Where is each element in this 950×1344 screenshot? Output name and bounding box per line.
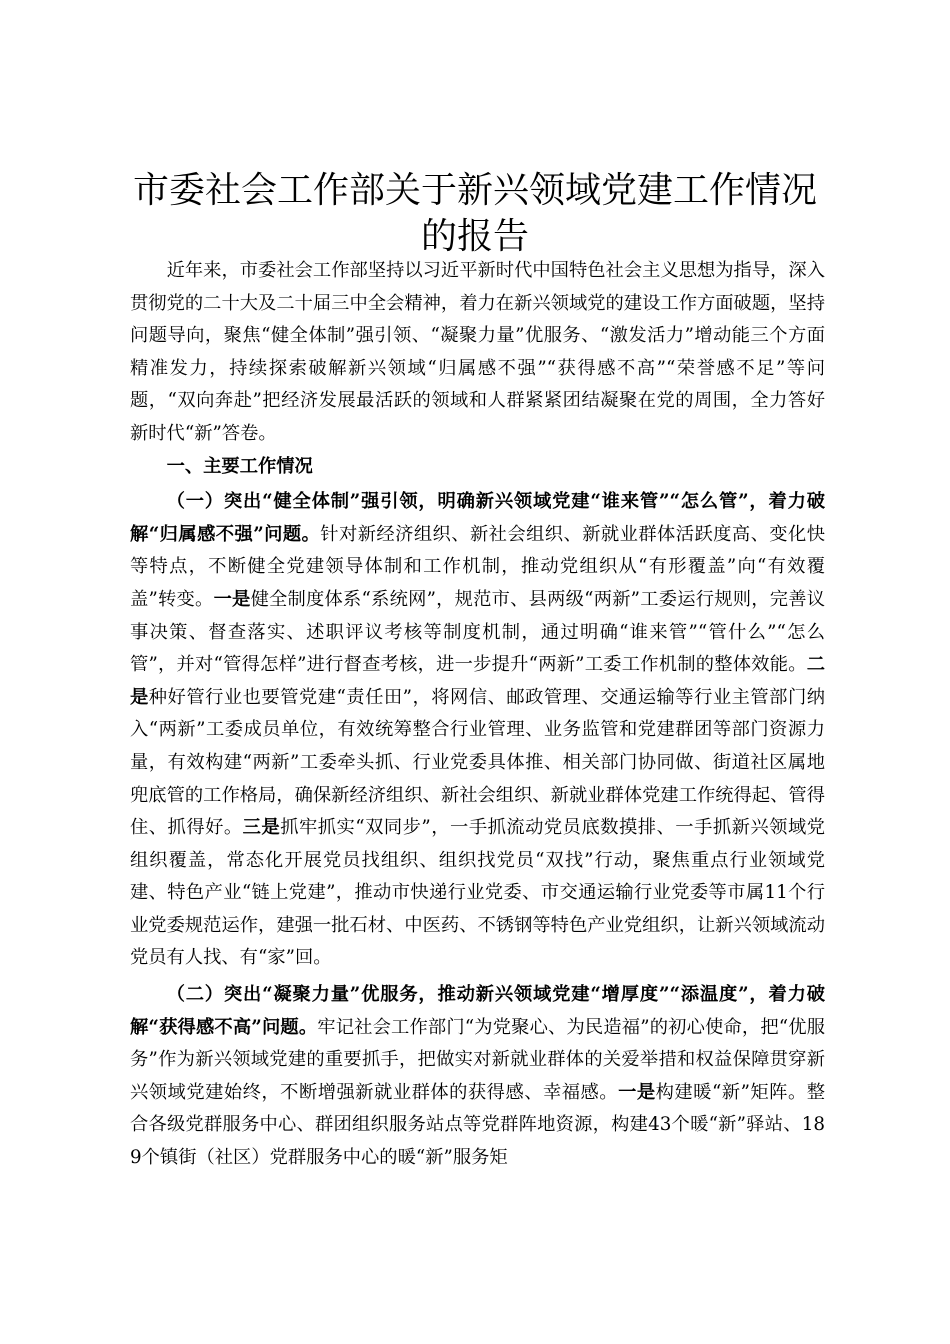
subsection-1-label-3: 三是 [242,817,281,839]
subsection-1-paragraph [130,486,825,975]
document-body [130,255,825,1175]
subsection-2-label-1: 一是 [618,1081,656,1103]
intro-paragraph: 近年来，市委社会工作部坚持以习近平新时代中国特色社会主义思想为指导，深入贯彻党的二十大及二十届三中全会精神，着力在新兴领域党的建设工作方面破题，坚持问题导向，聚焦“健全体制”强引领、“凝聚力量”优服务、“激发活力”增动能三个方面精准发力，持续探索破解新兴领域“归属感不强”“获得感不高”“荣誉感不足”等问题，“双向奔赴”把经济发展最活跃的领域和人群紧紧团结凝聚在党的周围，全力答好新时代“新”答卷。 [130,260,825,444]
subsection-1-label-1: 一是 [213,588,251,610]
document-title: 市委社会工作部关于新兴领域党建工作情况的报告 [132,170,817,257]
subsection-2-paragraph [130,979,825,1175]
subsection-1-heading: （一）突出“健全体制”强引领，明确新兴领域党建“谁来管”“怎么管”，着力破解“归属感不强”问题。 [130,491,825,545]
subsection-2-text-a: 牢记社会工作部门“为党聚心、为民造福”的初心使命，把“优服务”作为新兴领域党建的重要抓手，把做实对新就业群体的关爱举措和权益保障贯穿新兴领域党建始终，不断增强新就业群体的获得感、幸福感。 [130,1016,825,1103]
subsection-1-text-d: 抓牢抓实“双同步”，一手抓流动党员底数摸排、一手抓新兴领域党组织覆盖，常态化开展党员找组织、组织找党员“双找”行动，聚焦重点行业领域党建、特色产业“链上党建”，推动市快递行业党委、市交通运输行业党委等市属11个行业党委规范运作，建强一批石材、中医药、不锈钢等特色产业党组织，让新兴领域流动党员有人找、有“家”回。 [130,817,825,969]
subsection-2-text-b: 构建暖“新”矩阵。整合各级党群服务中心、群团组织服务站点等党群阵地资源，构建43个暖“新”驿站、189个镇街（社区）党群服务中心的暖“新”服务矩 [130,1081,826,1169]
section-heading-main-work: 一、主要工作情况 [166,455,313,477]
subsection-2-heading: （二）突出“凝聚力量”优服务，推动新兴领域党建“增厚度”“添温度”，着力破解“获得感不高”问题。 [130,984,825,1038]
subsection-1-text-b: 健全制度体系“系统网”，规范市、县两级“两新”工委运行规则，完善议事决策、督查落实、述职评议考核等制度机制，通过明确“谁来管”“管什么”“怎么管”，并对“管得怎样”进行督查考核，进一步提升“两新”工委工作机制的整体效能。 [130,588,825,676]
subsection-1-text-c: 种好管行业也要管党建“责任田”，将网信、邮政管理、交通运输等行业主管部门纳入“两新”工委成员单位，有效统筹整合行业管理、业务监管和党建群团等部门资源力量，有效构建“两新”工委牵头抓、行业党委具体推、相关部门协同做、街道社区属地兜底管的工作格局，确保新经济组织、新社会组织、新就业群体党建工作统得起、管得住、抓得好。 [130,686,825,839]
subsection-1-label-2: 二是 [130,654,825,708]
subsection-1-text-a: 针对新经济组织、新社会组织、新就业群体活跃度高、变化快等特点，不断健全党建领导体制和工作机制，推动党组织从“有形覆盖”向“有效覆盖”转变。 [130,523,826,610]
